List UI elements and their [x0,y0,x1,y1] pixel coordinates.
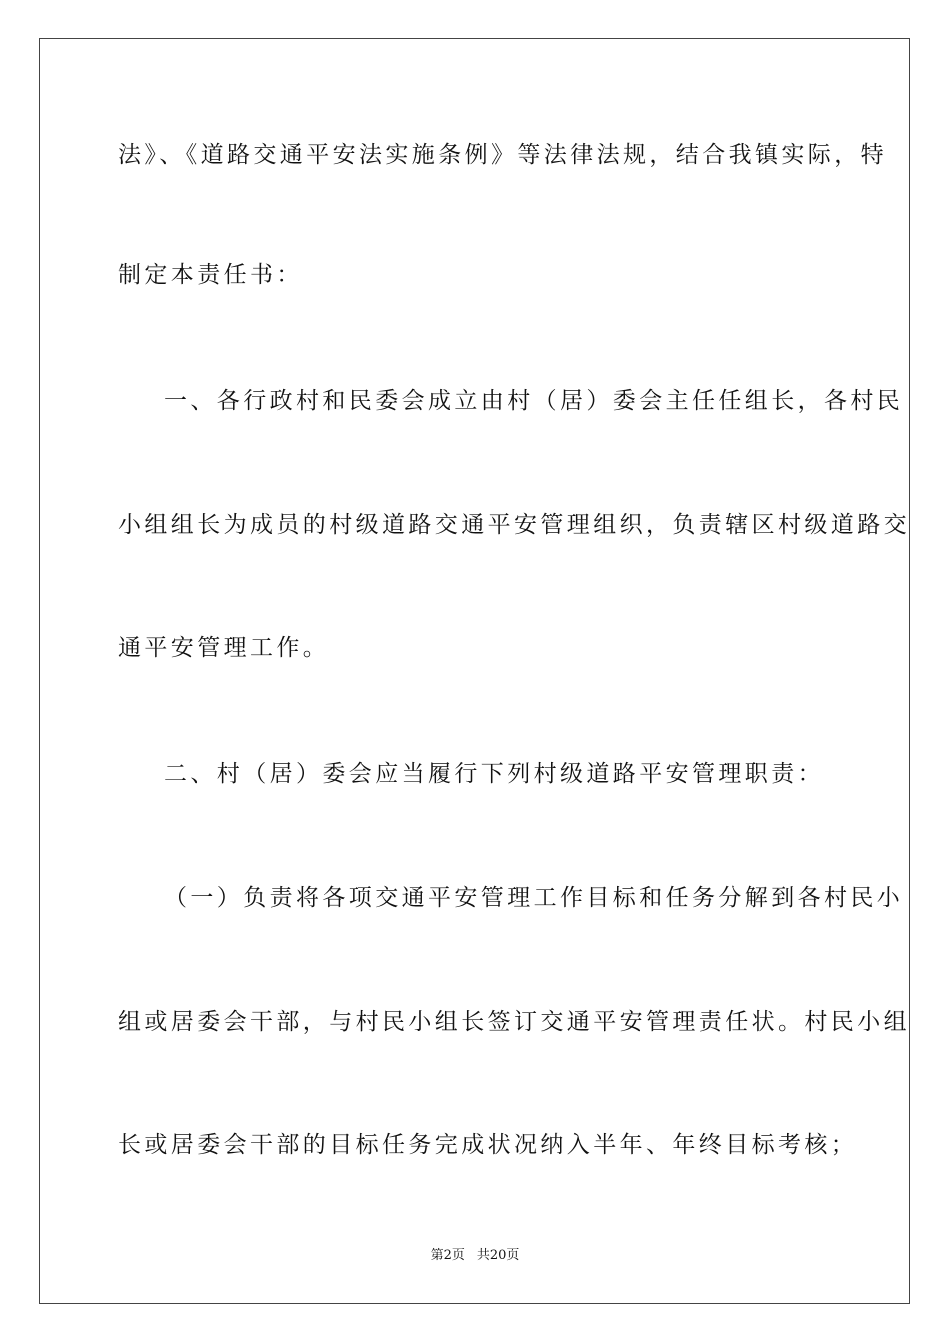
page-footer [0,1248,950,1264]
body-line-7: （一）负责将各项交通平安管理工作目标和任务分解到各村民小 [164,885,904,911]
body-line-4: 小组组长为成员的村级道路交通平安管理组织，负责辖区村级道路交 [118,512,910,538]
page-total: 共20页 [476,1248,520,1263]
body-line-9: 长或居委会干部的目标任务完成状况纳入半年、年终目标考核； [118,1132,858,1158]
body-line-6: 二、村（居）委会应当履行下列村级道路平安管理职责： [164,761,824,787]
page-number: 第2页 [430,1248,465,1263]
body-line-3: 一、各行政村和民委会成立由村（居）委会主任任组长，各村民 [164,388,904,414]
body-line-5: 通平安管理工作。 [118,635,330,661]
body-line-2: 制定本责任书： [118,262,303,288]
page-border [39,38,910,1304]
body-line-1: 法》、《道路交通平安法实施条例》等法律法规，结合我镇实际，特 [118,142,887,168]
body-line-8: 组或居委会干部，与村民小组长签订交通平安管理责任状。村民小组 [118,1009,910,1035]
